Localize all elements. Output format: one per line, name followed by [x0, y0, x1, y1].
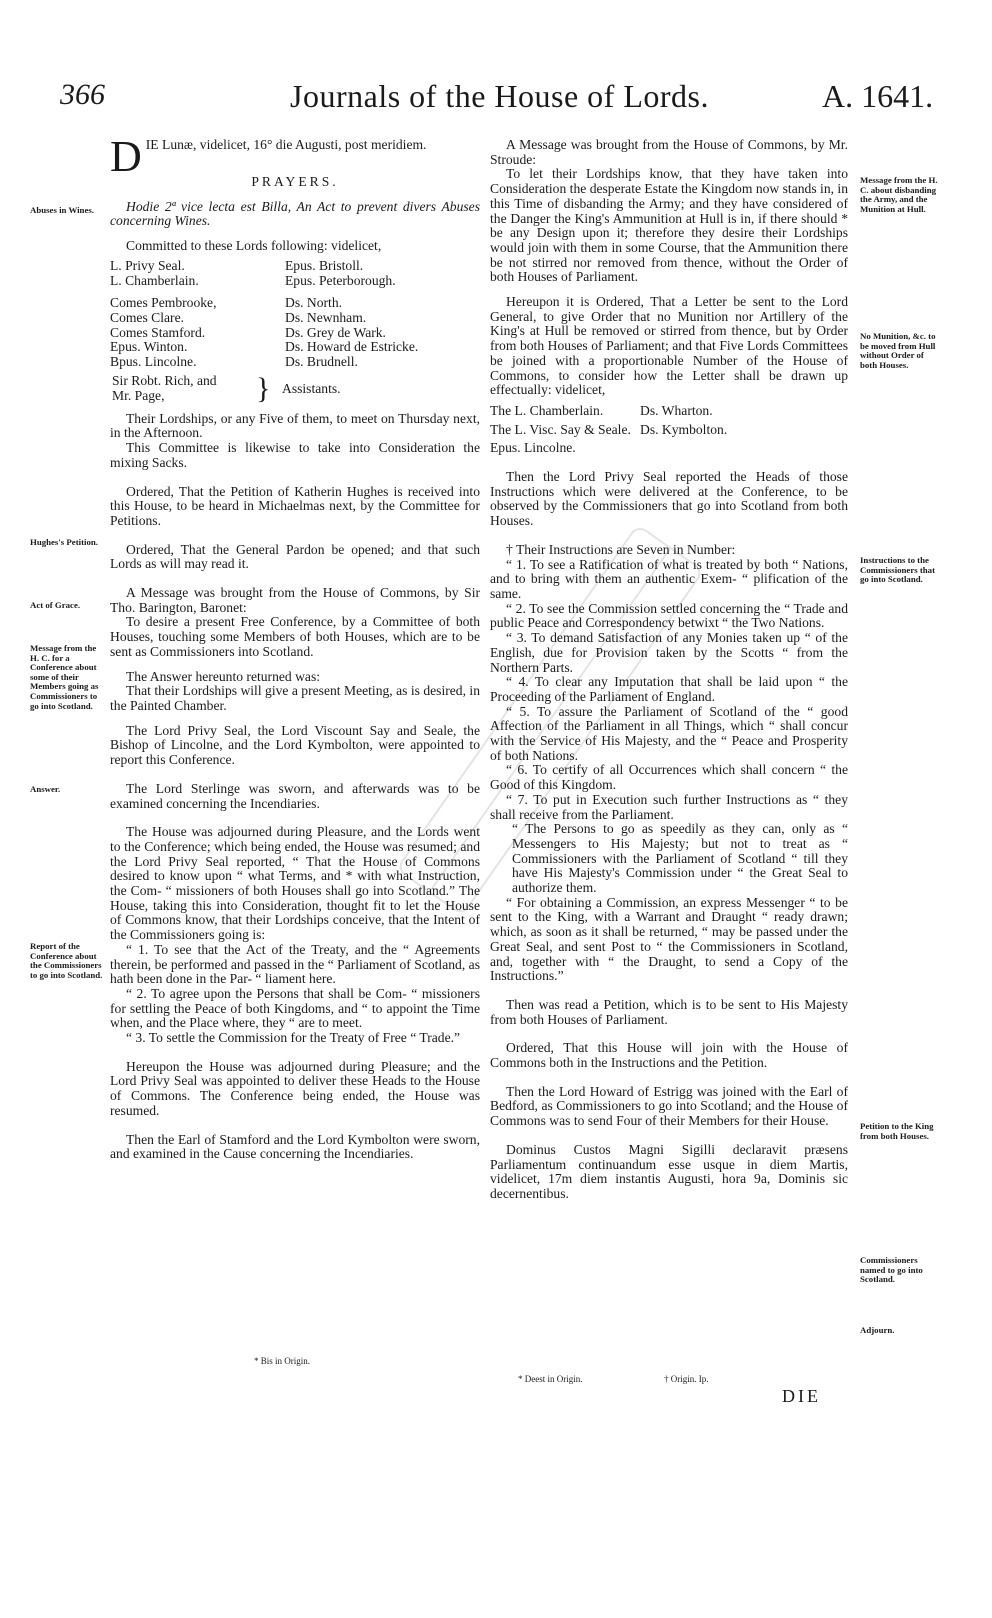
margin-note-hughes: Hughes's Petition. — [30, 537, 98, 547]
lord-entry: The L. Chamberlain. — [490, 402, 604, 418]
lord-entry: Ds. Grey de Wark. — [285, 324, 386, 340]
lord-entry: Epus. Peterborough. — [285, 272, 396, 288]
entry-answer-intro: The Answer hereunto returned was: — [126, 668, 321, 684]
instruction-6: “ 6. To certify of all Occurrences which shall concern “ the Good of this Kingdom. — [490, 762, 848, 793]
margin-note-petition-king: Petition to the King from both Houses. — [860, 1121, 934, 1141]
instructions-count: † Their Instructions are Seven in Number: — [506, 541, 736, 557]
margin-note-act-of-grace: Act of Grace. — [30, 600, 81, 610]
entry-hull-ammunition: To let their Lordships know, that they have taken into Consideration the desperate Estate the Kingdom now stands in, in this Time of disbanding the Army; and they have considered of the Danger the King's Ammunition at Hull is in, if there should * be any Design upon it; therefore they desire their Lordships would join with them in some Course, that the Ammunition there be not stirred nor removed from thence, without the Order of both Houses of Parliament. — [490, 166, 848, 285]
lord-entry: Epus. Lincolne. — [490, 440, 576, 456]
lord-entry: Ds. Howard de Estricke. — [285, 339, 419, 355]
instruction-1: “ 1. To see a Ratification of what is treated by both “ Nations, and to bring with them an authentic Exem- “ plification of the same. — [490, 556, 848, 601]
lord-entry: L. Chamberlain. — [110, 272, 199, 288]
entry-meet-thursday: Their Lordships, or any Five of them, to meet on Thursday next, in the Afternoon. — [110, 410, 480, 441]
entry-adjourned: Hereupon the House was adjourned during Pleasure; and the Lord Privy Seal was appointed to deliver these Heads to the House of Commons. The Conference being ended, the House was resumed. — [110, 1058, 480, 1118]
committee-names — [490, 404, 848, 456]
entry-free-conference: To desire a present Free Conference, by a Committee of both Houses, touching some Members of both Houses, which are to be sent as Commissioners into Scotland. — [110, 614, 480, 659]
instruction-4: “ 4. To clear any Imputation that shall be laid upon “ the Proceeding of the Parliament of England. — [490, 674, 848, 704]
lord-entry: Comes Pembrooke, — [110, 295, 217, 311]
entry-wines-bill: Hodie 2ª vice lecta est Billa, An Act to prevent divers Abuses concerning Wines. — [110, 198, 480, 229]
entry-letter-ordered: Hereupon it is Ordered, That a Letter be sent to the Lord General, to give Order that no Munition nor Artillery of the King's at Hull be removed or stirred from thence, but by Order from both Houses of Parliament; and that Five Lords Committees be joined with a proportionable Number of the House of Commons, to consider how the Letter shall be drawn up effectually: videlicet, — [490, 294, 848, 398]
entry-hughes-petition: Ordered, That the Petition of Katherin Hughes is received into this House, to be heard in Michaelmas next, by the Committee for Petitions. — [110, 483, 480, 528]
lord-entry: Ds. Wharton. — [640, 402, 713, 418]
entry-heads-reported: Then the Lord Privy Seal reported the Heads of those Instructions which were delivered at the Conference, to be observed by the Commissioners that go into Scotland from both Houses. — [490, 469, 848, 529]
margin-note-commissioners: Commissioners named to go into Scotland. — [860, 1255, 923, 1285]
assistant-name: Sir Robt. Rich, and — [112, 372, 217, 388]
instruction-persons: “ The Persons to go as speedily as they can, only as “ Messengers to His Majesty; but not to treat as “ Commissioners with the Parliament of Scotland “ till they have His Majesty's Commission under “ the Great Seal to authorize them. — [512, 821, 848, 896]
lord-entry: Ds. Newnham. — [285, 309, 367, 325]
entry-reporters: The Lord Privy Seal, the Lord Viscount Say and Seale, the Bishop of Lincolne, and the Lord Kymbolton, were appointed to report this Conference. — [110, 722, 480, 768]
prayers-heading: PRAYERS. — [251, 174, 339, 189]
assistants-label: Assistants. — [282, 380, 341, 396]
entry-join-commons: Ordered, That this House will join with the House of Commons both in the Instructions and the Petition. — [490, 1040, 848, 1071]
instruction-3: “ 3. To demand Satisfaction of any Monies taken up “ of the English, due for Provision taken by the Scotts “ from the Northern Parts. — [490, 630, 848, 675]
entry-petition-read: Then was read a Petition, which is to be sent to His Majesty from both Houses of Parliament. — [490, 996, 848, 1027]
entry-howard-joined: Then the Lord Howard of Estrigg was joined with the Earl of Bedford, as Commissioners to go into Scotland; and the House of Commons was to send Four of their Members for their House. — [490, 1083, 848, 1129]
lord-entry: Comes Stamford. — [110, 324, 206, 340]
instruction-7: “ 7. To put in Execution such further Instructions as “ they shall receive from the Parliament. — [490, 791, 848, 822]
entry-adjournment: Dominus Custos Magni Sigilli declaravit præsens Parliamentum continuandum esse usque in diem Martis, videlicet, 17m diem instantis Augusti, hora 9a, Dominis sic decernentibus. — [490, 1141, 848, 1201]
brace: } — [256, 371, 271, 405]
entry-conference-report: The House was adjourned during Pleasure, and the Lords went to the Conference; which being ended, the House was resumed; and the Lord Privy Seal reported, “ That the House of Commons desired to know upon “ what Terms, and * with what Instruction, the Com- “ missioners of both Houses shall go into Scotland.” The House, taking this into Consideration, thought fit to let the House of Commons know, that their Lordships conceive, that the Intent of the Commissioners going is: — [110, 824, 480, 943]
lord-entry: Bpus. Lincolne. — [110, 354, 197, 370]
entry-sterlinge: The Lord Sterlinge was sworn, and afterwards was to be examined concerning the Incendiaries. — [110, 780, 480, 811]
lord-entry: L. Privy Seal. — [110, 257, 185, 273]
margin-note-abuses: Abuses in Wines. — [30, 205, 94, 215]
lord-entry: Epus. Winton. — [110, 339, 188, 355]
margin-note-no-munition: No Munition, &c. to be moved from Hull without Order of both Houses. — [860, 331, 936, 370]
margin-note-instructions: Instructions to the Commissioners that go into Scotland. — [860, 555, 936, 585]
margin-note-message-conference: Message from the H. C. for a Conference about some of their Members going as Commissioners to go into Scotland. — [30, 643, 99, 711]
entry-mixing-sacks: This Committee is likewise to take into Consideration the mixing Sacks. — [110, 440, 480, 470]
day-heading: DIE Lunæ, videlicet, 16° die Augusti, post meridiem. — [110, 132, 427, 181]
instruction-2: “ 2. To see the Commission settled concerning the “ Trade and public Peace and Correspondency betwixt “ the Two Nations. — [490, 600, 848, 631]
running-title: Journals of the House of Lords. — [290, 78, 709, 114]
footnote-right-2: † Origin. Ip. — [664, 1374, 709, 1384]
footnote-left: * Bis in Origin. — [254, 1356, 311, 1366]
instruction-5: “ 5. To assure the Parliament of Scotland of the “ good Affection of the Parliament in all Things, which “ shall concur with the Service of His Majesty, and the “ Peace and Prosperity of both Nations. — [490, 703, 848, 763]
assistant-name: Mr. Page, — [112, 387, 165, 403]
intent-item-1: “ 1. To see that the Act of the Treaty, and the “ Agreements therein, be performed and passed in the “ Parliament of Scotland, as hath been done in the Par- “ liament here. — [110, 941, 480, 987]
entry-answer: That their Lordships will give a present Meeting, as is desired, in the Painted Chamber. — [110, 683, 480, 713]
catchword: DIE — [782, 1386, 821, 1406]
assistants-block — [110, 371, 480, 406]
footnote-right-1: * Deest in Origin. — [518, 1374, 583, 1384]
entry-message-stroude: A Message was brought from the House of Commons, by Mr. Stroude: — [490, 137, 848, 167]
entry-general-pardon: Ordered, That the General Pardon be opened; and that such Lords as will may read it. — [110, 541, 480, 572]
lord-entry: Ds. Kymbolton. — [640, 421, 728, 437]
drop-initial: D — [110, 132, 142, 181]
left-column — [110, 132, 480, 1162]
margin-note-adjourn: Adjourn. — [860, 1325, 895, 1335]
year-label: A. 1641. — [822, 78, 934, 114]
lord-entry: Ds. North. — [285, 295, 343, 311]
lord-entry: Ds. Brudnell. — [285, 354, 358, 370]
margin-note-message-hull: Message from the H. C. about disbanding the Army, and the Munition at Hull. — [860, 175, 938, 214]
entry-message-barington: A Message was brought from the House of Commons, by Sir Tho. Barington, Baronet: — [110, 585, 480, 615]
lord-entry: The L. Visc. Say & Seale. — [490, 421, 631, 437]
intent-item-2: “ 2. To agree upon the Persons that shall be Com- “ missioners for settling the Peace of both Kingdoms, and “ to appoint the Time when, and the Place where, they “ are to meet. — [110, 985, 480, 1031]
committee-lords-list — [110, 259, 480, 370]
page-number: 366 — [60, 78, 105, 111]
committee-heading: Committed to these Lords following: videlicet, — [126, 238, 382, 254]
running-header — [0, 78, 992, 128]
margin-note-report: Report of the Conference about the Commissioners to go into Scotland. — [30, 941, 103, 980]
lord-entry: Comes Clare. — [110, 309, 184, 325]
margin-note-answer: Answer. — [30, 784, 61, 794]
intent-item-3: “ 3. To settle the Commission for the Treaty of Free “ Trade.” — [126, 1030, 461, 1046]
entry-stamford-sworn: Then the Earl of Stamford and the Lord Kymbolton were sworn, and examined in the Cause concerning the Incendiaries. — [110, 1131, 480, 1162]
right-column — [490, 138, 848, 1202]
lord-entry: Epus. Bristoll. — [285, 257, 364, 273]
instruction-commission: “ For obtaining a Commission, an express Messenger “ to be sent to the King, with a Warrant and Draught “ ready drawn; which, as soon as it shall be returned, “ may be passed under the Great Seal, and sent Post to “ the Commissioners in Scotland, and, together with “ the Draught, to send a Copy of the Instructions.” — [490, 894, 848, 984]
